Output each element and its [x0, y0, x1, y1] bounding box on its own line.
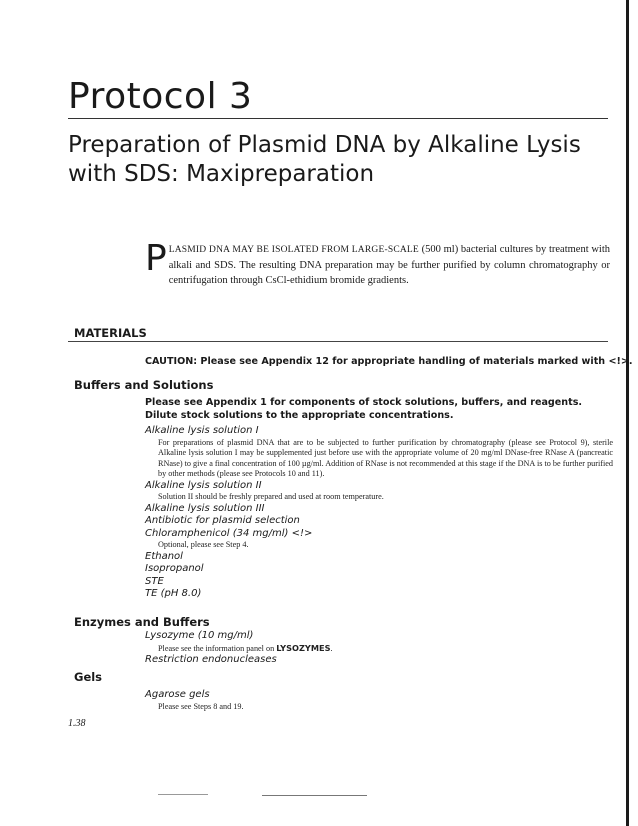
item-description: Optional, please see Step 4. [158, 540, 249, 549]
page-edge-rule [626, 0, 629, 826]
gels-list [145, 689, 615, 712]
desc-text: Please see the information panel on [158, 643, 277, 653]
item-description: Please see Steps 8 and 19. [158, 701, 244, 711]
item-description: Solution II should be freshly prepared and used at room temperature. [158, 492, 384, 501]
enzymes-heading: Enzymes and Buffers [74, 615, 210, 629]
buffers-heading: Buffers and Solutions [74, 378, 214, 392]
footer-mark [262, 795, 367, 796]
main-title: Preparation of Plasmid DNA by Alkaline Lysis with SDS: Maxipreparation [68, 132, 581, 187]
list-item: Antibiotic for plasmid selection [145, 515, 300, 526]
title-divider [68, 118, 608, 119]
gels-heading: Gels [74, 670, 103, 684]
list-item: Alkaline lysis solution III [145, 502, 265, 514]
materials-heading: MATERIALS [74, 326, 147, 340]
drop-cap: P [145, 238, 167, 279]
item-description [145, 643, 613, 655]
intro-text: (500 ml) bacterial cultures by treatment with alkali and SDS. The resulting DNA preparation may be further purified by column chromatography or centrifugation through CsCl-ethidium bromide gradients. [168, 244, 610, 286]
footer-mark [158, 794, 208, 795]
list-item: Agarose gels [145, 689, 210, 700]
list-item: Chloramphenicol (34 mg/ml) <!> [145, 527, 313, 539]
page-number: 1.38 [68, 718, 86, 729]
list-item: Ethanol [145, 550, 183, 562]
intro-paragraph [145, 238, 610, 288]
list-item: TE (pH 8.0) [145, 588, 202, 599]
buffers-list [145, 425, 615, 601]
list-item: Isopropanol [145, 563, 204, 574]
list-item: Alkaline lysis solution I [145, 425, 259, 436]
list-item: Alkaline lysis solution II [145, 479, 262, 491]
enzymes-list [145, 630, 615, 667]
buffers-note: Please see Appendix 1 for components of stock solutions, buffers, and reagents. Dilute stock solutions to the appropriate concentrations. [145, 397, 583, 421]
materials-divider [68, 341, 608, 342]
list-item: Lysozyme (10 mg/ml) [145, 630, 254, 641]
desc-text: . [330, 643, 333, 653]
protocol-title: Protocol 3 [68, 76, 253, 117]
item-description: For preparations of plasmid DNA that are to be subjected to further purification by chromatography (please see Protocol 9), sterile Alkaline lysis solution I may be supplemented just before use with the appropriate volume of 20 mg/ml DNase-free RNase A (pancreatic RNase) to give a final concentration of 100 µg/ml. Addition of RNase is not recommended at this stage if the DNA is to be further purified by other methods (please see Protocols 10 and 11). [158, 437, 613, 478]
lysozymes-term: LYSOZYMES [276, 642, 331, 653]
intro-smallcaps: LASMID DNA MAY BE ISOLATED FROM LARGE-SCALE [168, 245, 419, 255]
list-item: Restriction endonucleases [145, 654, 277, 665]
list-item: STE [145, 575, 164, 587]
caution-note: CAUTION: Please see Appendix 12 for appropriate handling of materials marked with <!>. [145, 356, 633, 367]
